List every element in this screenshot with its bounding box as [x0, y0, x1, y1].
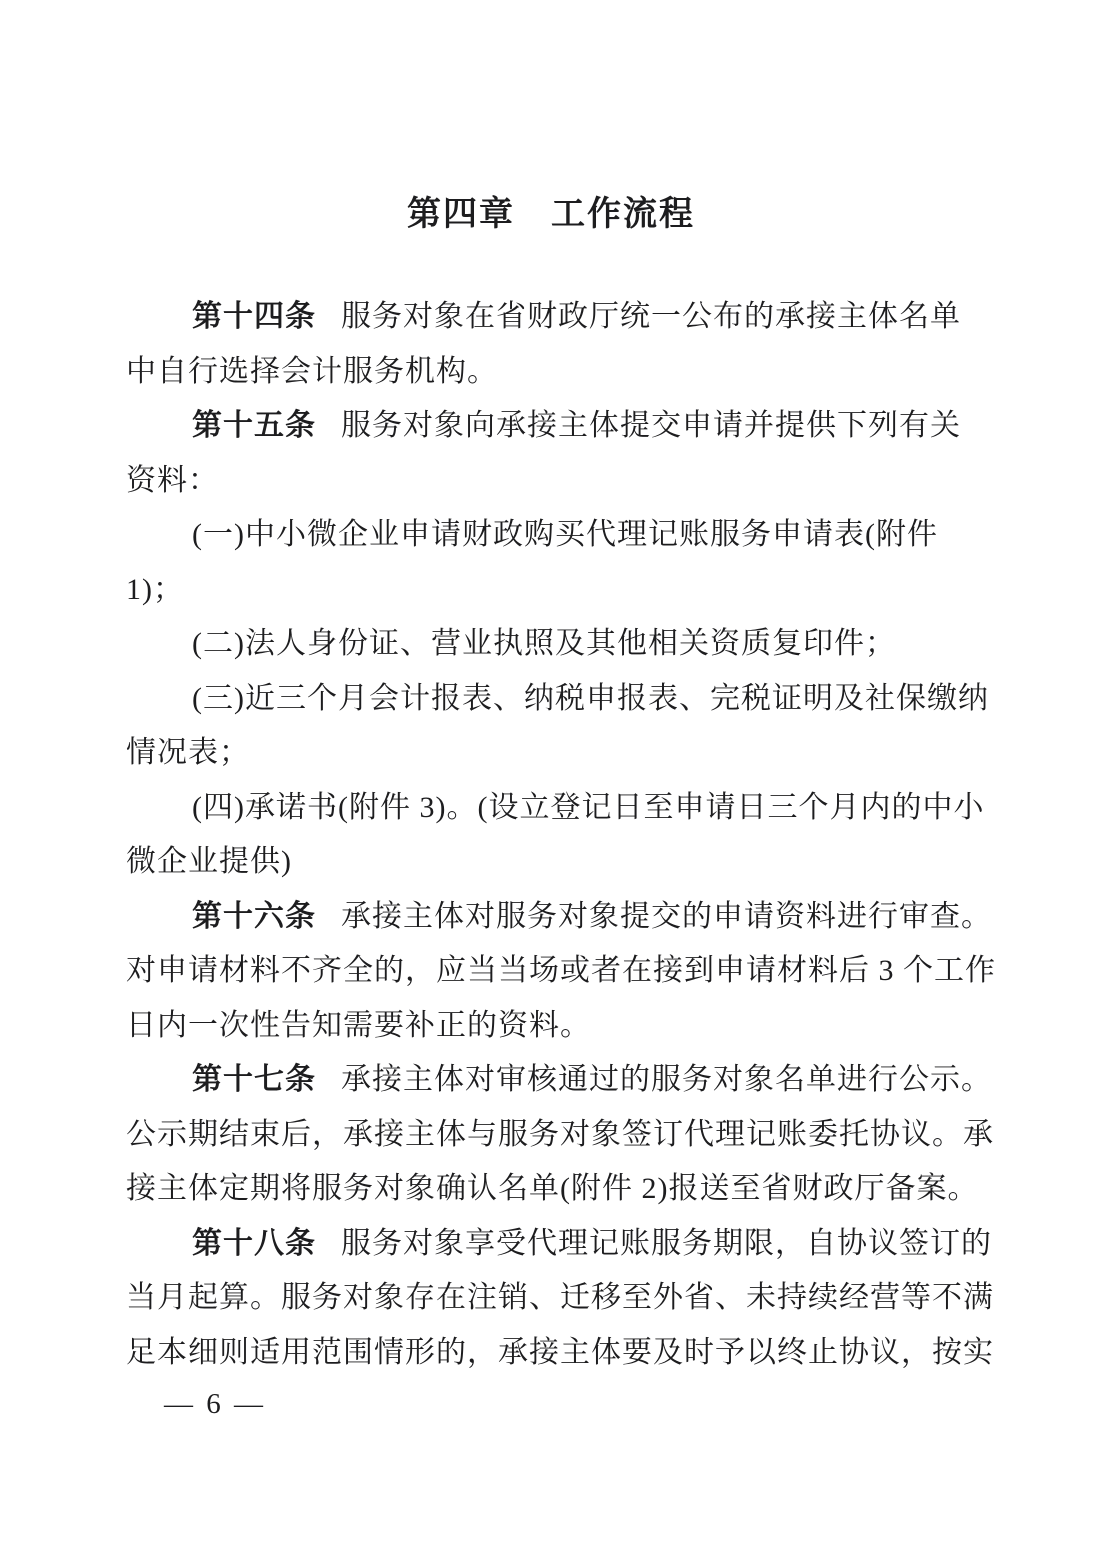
article-number-label: 第十六条 [192, 899, 316, 933]
text-line [126, 999, 976, 1054]
line-text: 微企业提供) [126, 845, 292, 878]
text-line [126, 835, 976, 890]
line-text: 中自行选择会计服务机构。 [126, 354, 498, 388]
text-line [126, 672, 989, 727]
article-number-label: 第十五条 [192, 409, 316, 442]
line-text: 服务对象享受代理记账服务期限，自协议签订的 [341, 1226, 992, 1260]
chapter-title: 第四章 工作流程 [407, 195, 695, 233]
text-line [126, 944, 996, 999]
line-text: (三)近三个月会计报表、纳税申报表、完税证明及社保缴纳 [192, 681, 989, 715]
text-line [126, 1271, 994, 1326]
text-line [126, 617, 976, 672]
text-line [126, 890, 992, 945]
line-text: 对申请材料不齐全的，应当当场或者在接到申请材料后 3 个工作 [126, 954, 996, 987]
text-line [126, 290, 976, 345]
text-line [126, 781, 985, 836]
text-line [126, 508, 976, 563]
line-text: 接主体定期将服务对象确认名单(附件 2)报送至省财政厅备案。 [126, 1172, 979, 1205]
line-text: 公示期结束后，承接主体与服务对象签订代理记账委托协议。承 [126, 1117, 994, 1151]
line-text: 情况表； [126, 736, 250, 769]
text-line [126, 345, 976, 400]
text-line [126, 454, 976, 509]
line-text: (四)承诺书(附件 3)。(设立登记日至申请日三个月内的中小 [192, 790, 985, 824]
text-line [126, 1162, 979, 1217]
line-text: 足本细则适用范围情形的，承接主体要及时予以终止协议，按实 [126, 1335, 994, 1369]
line-text: 资料： [126, 463, 219, 497]
line-text: 当月起算。服务对象存在注销、迁移至外省、未持续经营等不满 [126, 1281, 994, 1314]
line-text: (一)中小微企业申请财政购买代理记账服务申请表(附件 [192, 518, 938, 551]
text-line [126, 563, 976, 618]
article-number-label: 第十八条 [192, 1226, 316, 1260]
line-text: 服务对象在省财政厅统一公布的承接主体名单 [341, 300, 961, 333]
text-line [126, 1108, 994, 1163]
text-line [126, 1217, 992, 1272]
page-number: — 6 — [164, 1388, 266, 1420]
line-text: (二)法人身份证、营业执照及其他相关资质复印件； [192, 627, 896, 660]
text-line [126, 399, 976, 454]
article-number-label: 第十七条 [192, 1063, 316, 1096]
line-text: 1)； [126, 572, 184, 606]
text-line [126, 1053, 992, 1108]
article-number-label: 第十四条 [192, 300, 316, 333]
line-text: 服务对象向承接主体提交申请并提供下列有关 [341, 409, 961, 442]
text-line [126, 726, 976, 781]
line-text: 承接主体对服务对象提交的申请资料进行审查。 [341, 899, 992, 933]
text-line [126, 1326, 994, 1381]
line-text: 日内一次性告知需要补正的资料。 [126, 1008, 591, 1042]
document-body [126, 290, 996, 1380]
line-text: 承接主体对审核通过的服务对象名单进行公示。 [341, 1063, 992, 1096]
